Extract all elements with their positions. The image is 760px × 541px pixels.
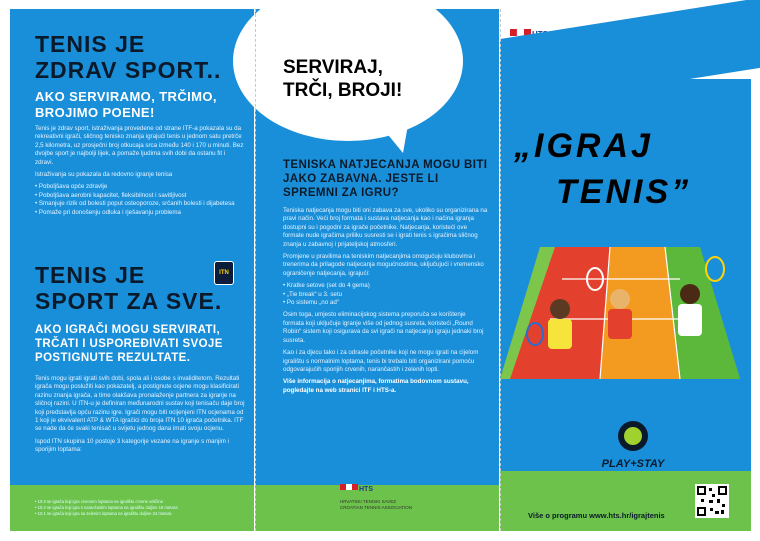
list-item: • Kratke setove (set do 4 gema) (283, 282, 488, 290)
competitions-heading: TENISKA NATJECANJA MOGU BITI JAKO ZABAVNA. JESTE LI SPREMNI ZA IGRU? (283, 159, 488, 199)
heading-sport-for-all: TENIS JE SPORT ZA SVE. (35, 262, 223, 314)
qr-code-icon (697, 486, 727, 516)
hts-logo-bottom (340, 481, 430, 510)
fold-line (500, 9, 501, 531)
subheading-players-can: AKO IGRAČI MOGU SERVIRATI, TRČATI I USPOREĐIVATI SVOJE POSTIGNUTE REZULTATE. (35, 324, 223, 364)
research-intro: Istraživanja su pokazala da redovno igranje tenisa (35, 171, 173, 179)
subheading-serve-run-count: AKO SERVIRAMO, TRČIMO, BROJIMO POENE! (35, 89, 217, 120)
heading-healthy-sport: TENIS JE ZDRAV SPORT.. (35, 31, 222, 83)
formats-list (283, 282, 488, 307)
qr-code (695, 484, 729, 518)
itn-text (35, 375, 245, 459)
panel-cover (500, 9, 751, 531)
hts-logo-mark-icon (340, 482, 373, 494)
itn-logo-text: ITN (219, 270, 229, 276)
itn-categories-list (35, 499, 250, 517)
competitions-paragraph: Teniska natjecanja mogu biti oni zabava za sve, ukoliko su organizirana na pravi način. Veći broj formata i sustava natjecanja kao i načina igranja dostupni su i pogodni za igrače početnike. Natjecanja, koristeći ove formate nude igračima priliku susresti se i igrati tenis s igračima sličnog znanja u zabavnoj i prijateljskoj atmosferi. (283, 207, 488, 248)
list-item: • Po sistemu „no ad“ (283, 299, 488, 307)
health-text (35, 125, 245, 217)
health-paragraph: Tenis je zdrav sport, istraživanja provedene od strane ITF-a pokazala su da rekreativni igrači, sličnog tenisko znanja igrajući tenis u jednom satu pretrče 2,5 kilometra, uz prosječni broj otkucaja srca između 140 i 170 u minuti. Bez dvojbe sport je najbolji lijek, a pomaže ljudima svih dobi da ostanu fit i zdravi. (35, 125, 244, 166)
hts-logo-text: HRVATSKI TENISKI SAVEZ CROATIAN TENNIS ASSOCIATION (340, 499, 413, 510)
panel-health (10, 9, 254, 531)
list-item: • 10.2 se igrača koji igra s narančastim loptama na igralištu duljine 18 metara (35, 505, 178, 510)
title-line-1: „IGRAJ (514, 127, 653, 165)
list-item: • Pomaže pri donošenju odluka i rješavanju problema (35, 209, 245, 217)
list-item: • Poboljšava aerobni kapacitet, fleksibilnost i savitljivost (35, 192, 245, 200)
itn-paragraph: Tenis mogu igrati igrati svih dobi, spola ali i osobe s invaliditetom. Rezultati igrača mogu poslužiti kao pokazatelj, a postignute ocjene mogu klasificirati razinu znanja igrača, a time olakšava pronalaženje partnera za igranje na sličnoj razini. U ITN-u je definiran međunarodni sustav koji tenisaču daje broj koji predstavlja opću razinu igre. Igrači mogu biti ocijenjeni ITN ocjenama od 1 koji je ekvivalent ATP & WTA igračici do broja ITN 10 igrača početnika. ITF se nade da će svaki tenisač u svijetu jednog dana imati svoju ocjenu. (35, 375, 245, 433)
round-robin-paragraph: Osim toga, umjesto eliminacijskog sistema preporuča se korištenje formata koji uključuje igranje više od jednog susreta, koristeći „Round Robin“ sistem koji osigurava da svi igrači na natjecanju igraju jednaki broj susreta. (283, 311, 484, 344)
list-item: • Smanjuje rizik od bolesti poput osteoporoze, srčanih bolesti i dijabetesa (35, 200, 245, 208)
itn-categories-intro: Ispod ITN skupina 10 postoje 3 kategorije vezane na igranje s manjim i sporijim loptama: (35, 437, 229, 454)
bubble-slogan: SERVIRAJ, TRČI, BROJI! (283, 57, 403, 101)
more-info-paragraph: Više informacija o natjecanjima, formatima bodovnom sustavu, pogledajte na web stranici ITF i HTS-a. (283, 378, 469, 394)
panel-competitions (255, 9, 499, 531)
speech-bubble-tail (375, 119, 409, 153)
cover-blue-area (500, 79, 751, 531)
play-stay-title: PLAY+STAY (601, 458, 665, 470)
svg-text:HTS: HTS (359, 486, 373, 493)
fold-line (255, 9, 256, 531)
itn-logo (214, 261, 234, 285)
list-item: • „Tie break“ u 3. setu (283, 291, 488, 299)
program-link[interactable]: Više o programu www.hts.hr/igrajtenis (528, 511, 665, 520)
rules-paragraph: Promjene u pravilima na teniskim natjecanjima omogućuju klubovima i trenerima da prilagode natjecanja mogućnostima, uključujući i vremensko ograničenje natjecanja, igrajući: (283, 253, 484, 277)
play-stay-logo (588, 419, 678, 479)
competitions-text (283, 207, 488, 399)
list-item: • Poboljšava opće zdravlje (35, 183, 245, 191)
play-stay-ball-icon (616, 419, 650, 453)
kids-tennis-illustration (500, 239, 745, 389)
balls-paragraph: Kao i za djecu tako i za odrasle početnike koji ne mogu igrati na cijelom igralištu s normalnim loptama, tenis bi trebalo biti organizirani pomoću odgovarajućih sporijih crvenih, narančastih i zelenih lopti. (283, 349, 479, 373)
title-line-2: TENIS” (556, 173, 692, 211)
list-item: • 10.1 se igrača koji igra sa zelenim loptama na igralištu duljine 24 metara (35, 511, 172, 516)
list-item: • 10.3 se igrača koji igra crvenom loptama na igralištu crvene veličine (35, 499, 164, 504)
benefits-list (35, 183, 245, 217)
